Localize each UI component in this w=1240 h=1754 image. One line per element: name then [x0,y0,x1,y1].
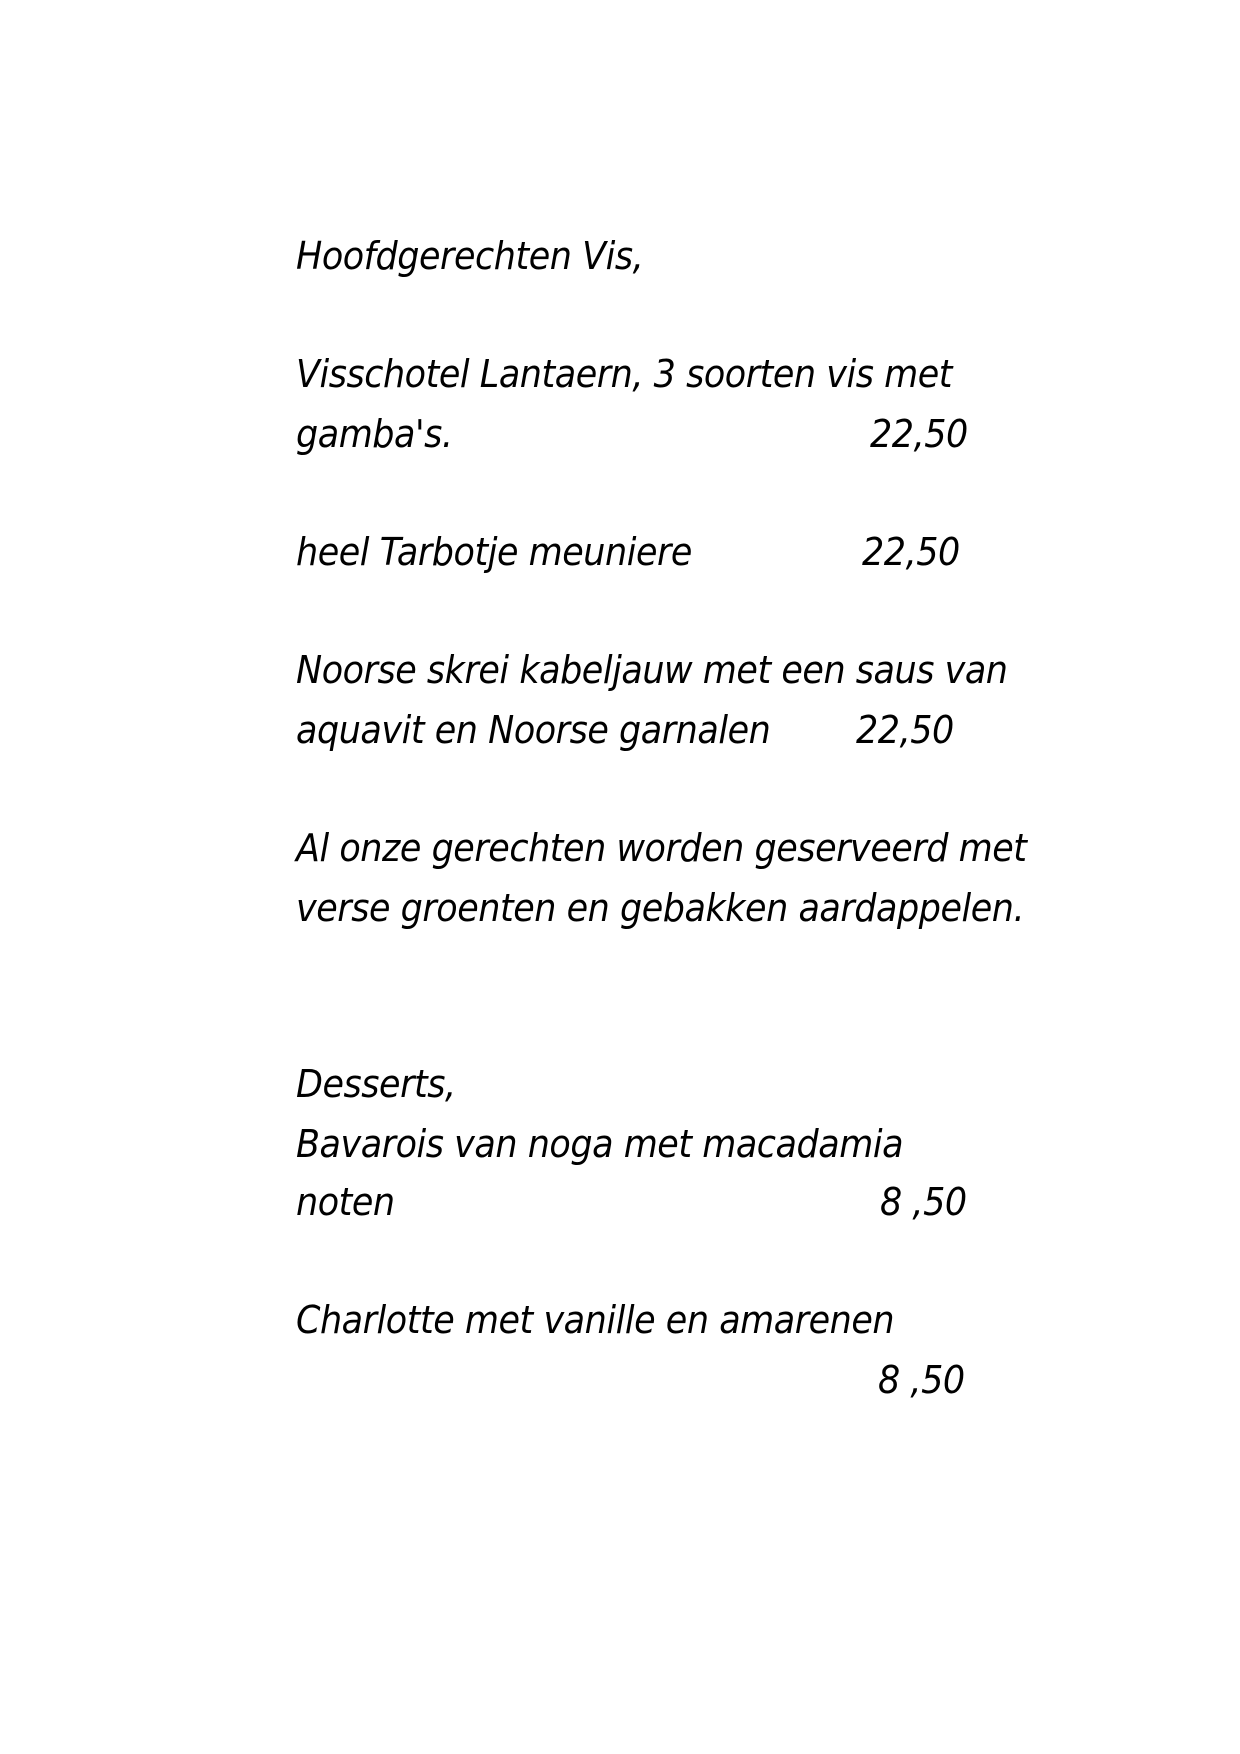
item-description-line: Charlotte met vanille en amarenen [296,1298,895,1342]
item-description-line: Bavarois van noga met macadamia [296,1122,904,1166]
item-description-line: Visschotel Lantaern, 3 soorten vis met [296,352,953,396]
item-description-line: gamba's. [296,412,453,456]
item-price: 22,50 [870,412,968,456]
item-price: 22,50 [862,530,960,574]
item-description-line: Noorse skrei kabeljauw met een saus van [296,648,1008,692]
item-price: 8 ,50 [878,1358,965,1402]
item-description-line: heel Tarbotje meuniere [296,530,692,574]
item-description-line: noten [296,1180,395,1224]
note-line: Al onze gerechten worden geserveerd met [296,826,1027,870]
item-price: 22,50 [856,708,954,752]
dessert-section-heading: Desserts, [296,1062,456,1106]
note-line: verse groenten en gebakken aardappelen. [296,886,1025,930]
item-price: 8 ,50 [880,1180,967,1224]
item-description-line: aquavit en Noorse garnalen [296,708,771,752]
fish-section-heading: Hoofdgerechten Vis, [296,234,644,278]
